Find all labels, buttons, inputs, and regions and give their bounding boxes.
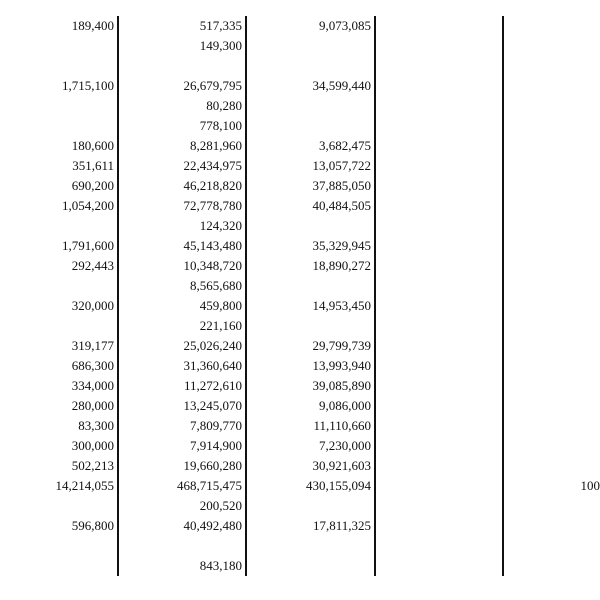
column-2-cell: 843,180 — [199, 558, 242, 573]
column-2-cell: 19,660,280 — [183, 458, 242, 473]
column-3-cell: 39,085,890 — [312, 378, 371, 393]
column-3-cell: 3,682,475 — [319, 138, 371, 153]
column-1-cell: 280,000 — [71, 398, 114, 413]
column-3-cell: 9,086,000 — [319, 398, 371, 413]
column-2-cell: 221,160 — [199, 318, 242, 333]
column-2-cell: 517,335 — [199, 18, 242, 33]
column-2-cell: 10,348,720 — [183, 258, 242, 273]
column-2-cell: 11,272,610 — [183, 378, 242, 393]
column-1-cell: 1,715,100 — [62, 78, 114, 93]
column-2-cell: 7,914,900 — [190, 438, 242, 453]
column-3-cell: 35,329,945 — [312, 238, 371, 253]
column-2-cell: 80,280 — [206, 98, 242, 113]
column-1-cell: 14,214,055 — [55, 478, 114, 493]
column-2-cell: 13,245,070 — [183, 398, 242, 413]
column-3-cell: 9,073,085 — [319, 18, 371, 33]
column-3-cell: 18,890,272 — [312, 258, 371, 273]
column-1-cell: 300,000 — [71, 438, 114, 453]
column-3-cell: 7,230,000 — [319, 438, 371, 453]
column-2-cell: 459,800 — [199, 298, 242, 313]
column-1-cell: 596,800 — [71, 518, 114, 533]
column-3-cell: 29,799,739 — [312, 338, 371, 353]
column-2-cell: 45,143,480 — [183, 238, 242, 253]
column-1-cell: 292,443 — [71, 258, 114, 273]
column-divider-3 — [374, 16, 376, 576]
column-divider-2 — [245, 16, 247, 576]
column-1-cell: 690,200 — [71, 178, 114, 193]
column-2-cell: 778,100 — [199, 118, 242, 133]
column-5-cell: 100 — [580, 478, 600, 493]
column-3-cell: 13,993,940 — [312, 358, 371, 373]
column-3-cell: 30,921,603 — [312, 458, 371, 473]
column-2-cell: 22,434,975 — [183, 158, 242, 173]
column-2-cell: 7,809,770 — [190, 418, 242, 433]
column-2-cell: 25,026,240 — [183, 338, 242, 353]
column-2-cell: 72,778,780 — [183, 198, 242, 213]
column-1-cell: 686,300 — [71, 358, 114, 373]
column-2-cell: 8,565,680 — [190, 278, 242, 293]
column-3-cell: 37,885,050 — [312, 178, 371, 193]
column-2-cell: 40,492,480 — [183, 518, 242, 533]
column-2-cell: 200,520 — [199, 498, 242, 513]
column-1-cell: 319,177 — [71, 338, 114, 353]
column-divider-1 — [117, 16, 119, 576]
column-3-cell: 11,110,660 — [313, 418, 371, 433]
column-3-cell: 14,953,450 — [312, 298, 371, 313]
column-1-cell: 1,791,600 — [62, 238, 114, 253]
column-divider-4 — [502, 16, 504, 576]
column-2-cell: 31,360,640 — [183, 358, 242, 373]
column-1-cell: 351,611 — [72, 158, 114, 173]
column-2-cell: 8,281,960 — [190, 138, 242, 153]
column-1-cell: 189,400 — [71, 18, 114, 33]
column-3-cell: 430,155,094 — [306, 478, 371, 493]
column-3-cell: 17,811,325 — [312, 518, 371, 533]
column-2-cell: 468,715,475 — [177, 478, 242, 493]
column-1-cell: 83,300 — [78, 418, 114, 433]
column-3-cell: 34,599,440 — [312, 78, 371, 93]
column-3-cell: 40,484,505 — [312, 198, 371, 213]
column-1-cell: 320,000 — [71, 298, 114, 313]
column-3-cell: 13,057,722 — [312, 158, 371, 173]
column-1-cell: 1,054,200 — [62, 198, 114, 213]
column-1-cell: 334,000 — [71, 378, 114, 393]
column-2-cell: 26,679,795 — [183, 78, 242, 93]
column-2-cell: 149,300 — [199, 38, 242, 53]
column-1-cell: 502,213 — [71, 458, 114, 473]
column-2-cell: 124,320 — [199, 218, 242, 233]
column-1-cell: 180,600 — [71, 138, 114, 153]
column-2-cell: 46,218,820 — [183, 178, 242, 193]
